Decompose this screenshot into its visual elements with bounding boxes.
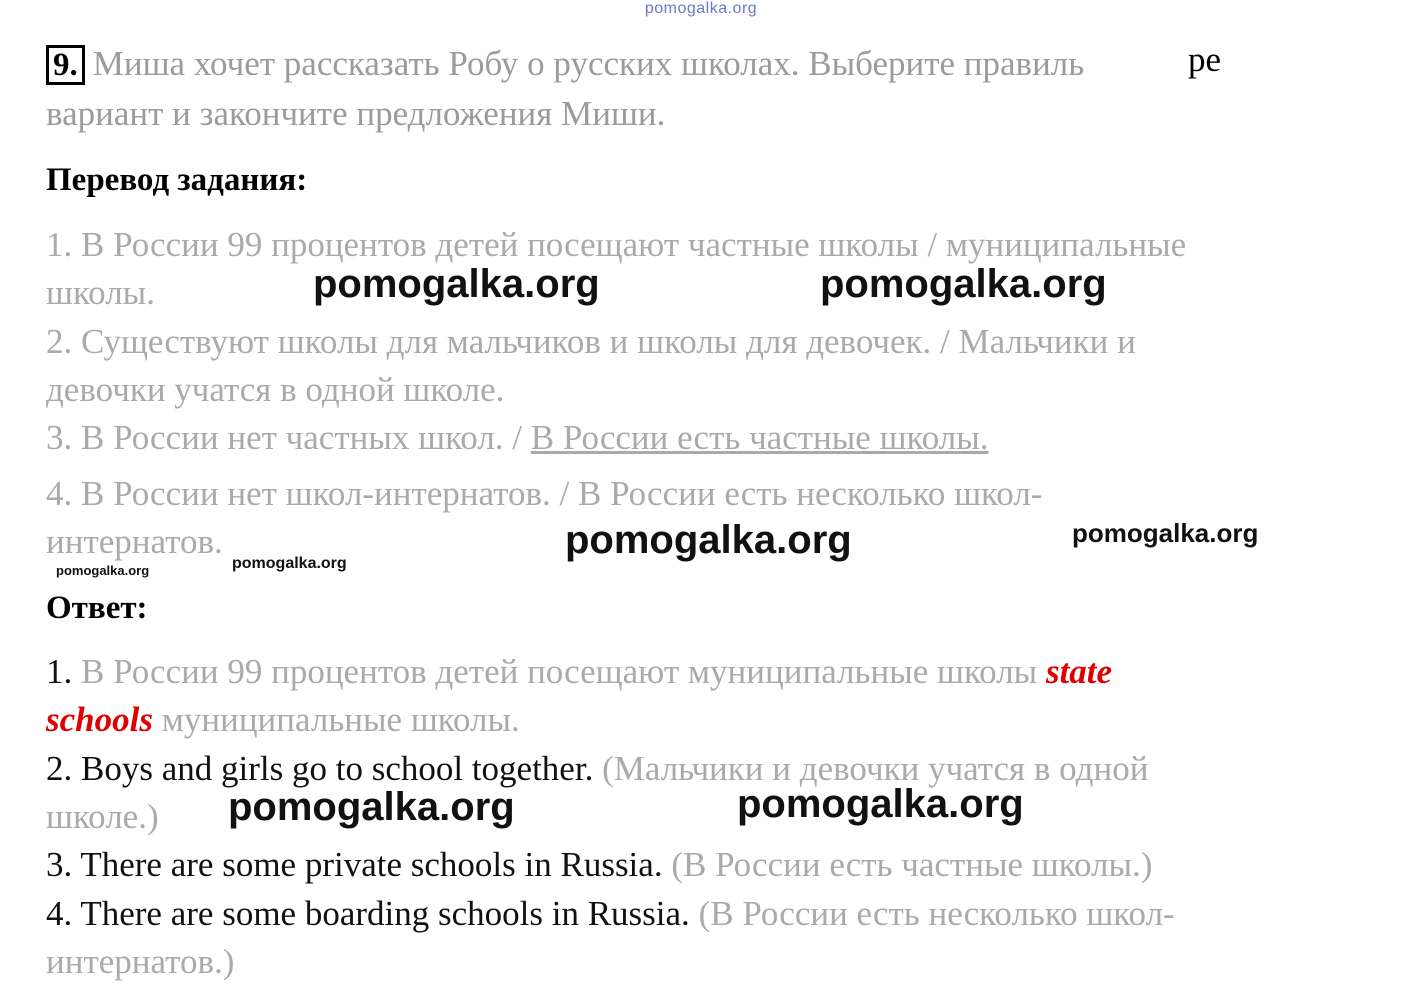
answer-1-red-2: schools [46,700,153,739]
answer-line-1 [46,652,1112,692]
watermark: pomogalka.org [232,555,347,572]
scan-fragment: ре [1188,40,1222,79]
watermark: pomogalka.org [565,518,852,562]
answer-line-6 [46,894,1175,934]
answer-line-4: школе.) [46,797,159,836]
watermark: pomogalka.org [313,262,600,306]
answer-1-number: 1. [46,652,73,691]
translation-heading: Перевод задания: [46,162,308,198]
watermark-top: pomogalka.org [644,0,758,17]
answer-heading: Ответ: [46,590,148,626]
answer-2-russian: (Мальчики и девочки учатся в одной [593,749,1149,788]
answer-3-english: 3. There are some private schools in Russia. [46,845,663,884]
translation-line-5b: В России есть частные школы. [530,418,989,457]
task-text-1: Миша хочет рассказать Робу о русских школах. Выберите правиль [92,44,1085,83]
answer-4-english: 4. There are some boarding schools in Russia. [46,894,690,933]
answer-1-text-2: муниципальные школы. [152,700,520,739]
watermark: pomogalka.org [56,563,150,578]
answer-line-5 [46,845,1152,885]
translation-line-5 [46,418,989,458]
task-line-2: вариант и закончите предложения Миши. [46,94,666,133]
answer-line-2 [46,700,520,740]
watermark: pomogalka.org [737,782,1024,826]
translation-line-3: 2. Существуют школы для мальчиков и школы для девочек. / Мальчики и [46,322,1136,361]
task-number: 9. [46,45,85,85]
answer-1-text: В России 99 процентов детей посещают муниципальные школы [72,652,1046,691]
answer-line-7: интернатов.) [46,942,235,981]
translation-line-1: 1. В России 99 процентов детей посещают частные школы / муниципальные [46,225,1187,264]
translation-line-7: интернатов. [46,522,223,561]
answer-1-red-1: state [1045,652,1113,691]
translation-line-6: 4. В России нет школ-интернатов. / В России есть несколько школ- [46,474,1043,513]
watermark: pomogalka.org [228,785,515,829]
answer-3-russian: (В России есть частные школы.) [662,845,1153,884]
translation-line-2: школы. [46,273,155,312]
watermark: pomogalka.org [820,262,1107,306]
translation-line-4: девочки учатся в одной школе. [46,370,505,409]
answer-2-english: 2. Boys and girls go to school together. [46,749,594,788]
translation-line-5a: 3. В России нет частных школ. / [46,418,531,457]
answer-4-russian: (В России есть несколько школ- [689,894,1175,933]
task-line-1 [46,44,1084,85]
watermark: pomogalka.org [1072,518,1259,548]
